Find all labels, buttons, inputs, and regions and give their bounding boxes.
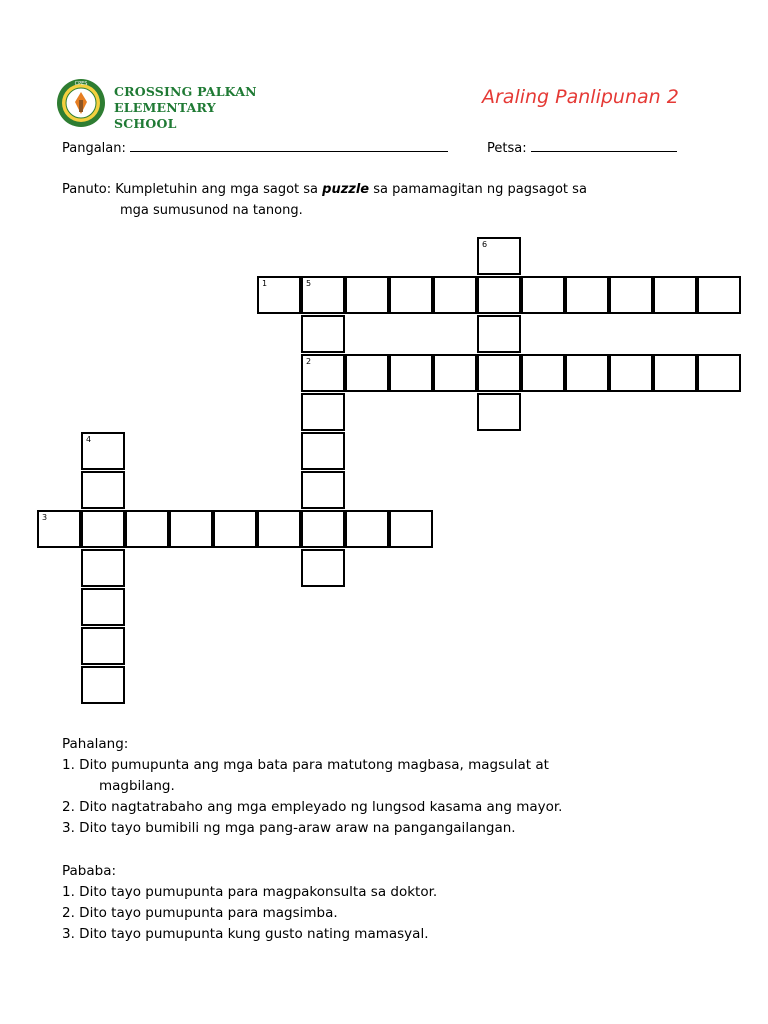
- crossword-cell[interactable]: [565, 276, 609, 314]
- crossword-cell[interactable]: [301, 393, 345, 431]
- down-clue-1: 1. Dito tayo pumupunta para magpakonsulta sa doktor.: [62, 884, 438, 900]
- crossword-cell[interactable]: [697, 276, 741, 314]
- clue-number: 6: [482, 240, 488, 249]
- crossword-cell[interactable]: [213, 510, 257, 548]
- crossword-cell[interactable]: [477, 393, 521, 431]
- crossword-cell[interactable]: [81, 549, 125, 587]
- crossword-cell[interactable]: [81, 666, 125, 704]
- crossword-cell[interactable]: [301, 276, 345, 314]
- crossword-cell[interactable]: [477, 276, 521, 314]
- down-clues: [62, 861, 437, 945]
- across-clues: [62, 734, 562, 839]
- instructions-text-after: sa pamamagitan ng pagsagot sa: [373, 182, 587, 197]
- school-name-line-3: SCHOOL: [114, 116, 177, 131]
- crossword-cell[interactable]: [125, 510, 169, 548]
- across-clue-2: 2. Dito nagtatrabaho ang mga empleyado ng lungsod kasama ang mayor.: [62, 799, 563, 815]
- crossword-cell[interactable]: [433, 276, 477, 314]
- crossword-cell[interactable]: [81, 627, 125, 665]
- crossword-cell[interactable]: [477, 237, 521, 275]
- across-clue-3: 3. Dito tayo bumibili ng mga pang-araw araw na pangangailangan.: [62, 820, 516, 836]
- name-label: Pangalan:: [62, 141, 126, 156]
- crossword-cell[interactable]: [301, 315, 345, 353]
- crossword-cell[interactable]: [301, 471, 345, 509]
- clue-number: 1: [262, 279, 268, 288]
- crossword-cell[interactable]: [609, 276, 653, 314]
- crossword-cell[interactable]: [345, 276, 389, 314]
- subject-title: Araling Panlipunan 2: [482, 86, 679, 108]
- crossword-cell[interactable]: [389, 354, 433, 392]
- school-name-line-2: ELEMENTARY: [114, 100, 216, 115]
- crossword-cell[interactable]: [257, 276, 301, 314]
- crossword-cell[interactable]: [301, 549, 345, 587]
- crossword-cell[interactable]: [37, 510, 81, 548]
- crossword-cell[interactable]: [477, 354, 521, 392]
- clue-number: 4: [86, 435, 92, 444]
- crossword-cell[interactable]: [433, 354, 477, 392]
- crossword-cell[interactable]: [477, 315, 521, 353]
- crossword-cell[interactable]: [697, 354, 741, 392]
- crossword-cell[interactable]: [521, 276, 565, 314]
- across-title: Pahalang:: [62, 736, 129, 752]
- instructions-label: Panuto:: [62, 182, 112, 197]
- down-clue-2: 2. Dito tayo pumupunta para magsimba.: [62, 905, 338, 921]
- crossword-cell[interactable]: [301, 354, 345, 392]
- instructions-emphasis: puzzle: [322, 182, 370, 197]
- crossword-cell[interactable]: [257, 510, 301, 548]
- crossword-cell[interactable]: [565, 354, 609, 392]
- instructions-text-before: Kumpletuhin ang mga sagot sa: [115, 182, 318, 197]
- down-title: Pababa:: [62, 863, 117, 879]
- crossword-cell[interactable]: [81, 471, 125, 509]
- across-clue-1-cont: magbilang.: [99, 778, 175, 794]
- logo-text: CPES: [74, 81, 88, 87]
- crossword-cell[interactable]: [301, 510, 345, 548]
- crossword-cell[interactable]: [389, 510, 433, 548]
- clue-number: 3: [42, 513, 48, 522]
- crossword-cell[interactable]: [345, 354, 389, 392]
- date-label: Petsa:: [487, 141, 527, 156]
- school-name-line-1: CROSSING PALKAN: [114, 84, 257, 99]
- crossword-cell[interactable]: [653, 276, 697, 314]
- crossword-cell[interactable]: [389, 276, 433, 314]
- crossword-cell[interactable]: [609, 354, 653, 392]
- across-clue-1: 1. Dito pumupunta ang mga bata para matutong magbasa, magsulat at: [62, 757, 549, 773]
- crossword-cell[interactable]: [301, 432, 345, 470]
- crossword-cell[interactable]: [81, 588, 125, 626]
- crossword-cell[interactable]: [345, 510, 389, 548]
- crossword-cell[interactable]: [521, 354, 565, 392]
- crossword-cell[interactable]: [169, 510, 213, 548]
- crossword-cell[interactable]: [81, 432, 125, 470]
- crossword-cell[interactable]: [81, 510, 125, 548]
- clue-number: 5: [306, 279, 312, 288]
- clue-number: 2: [306, 357, 312, 366]
- crossword-cell[interactable]: [653, 354, 697, 392]
- instructions-line-2: mga sumusunod na tanong.: [120, 203, 303, 218]
- down-clue-3: 3. Dito tayo pumupunta kung gusto nating mamasyal.: [62, 926, 429, 942]
